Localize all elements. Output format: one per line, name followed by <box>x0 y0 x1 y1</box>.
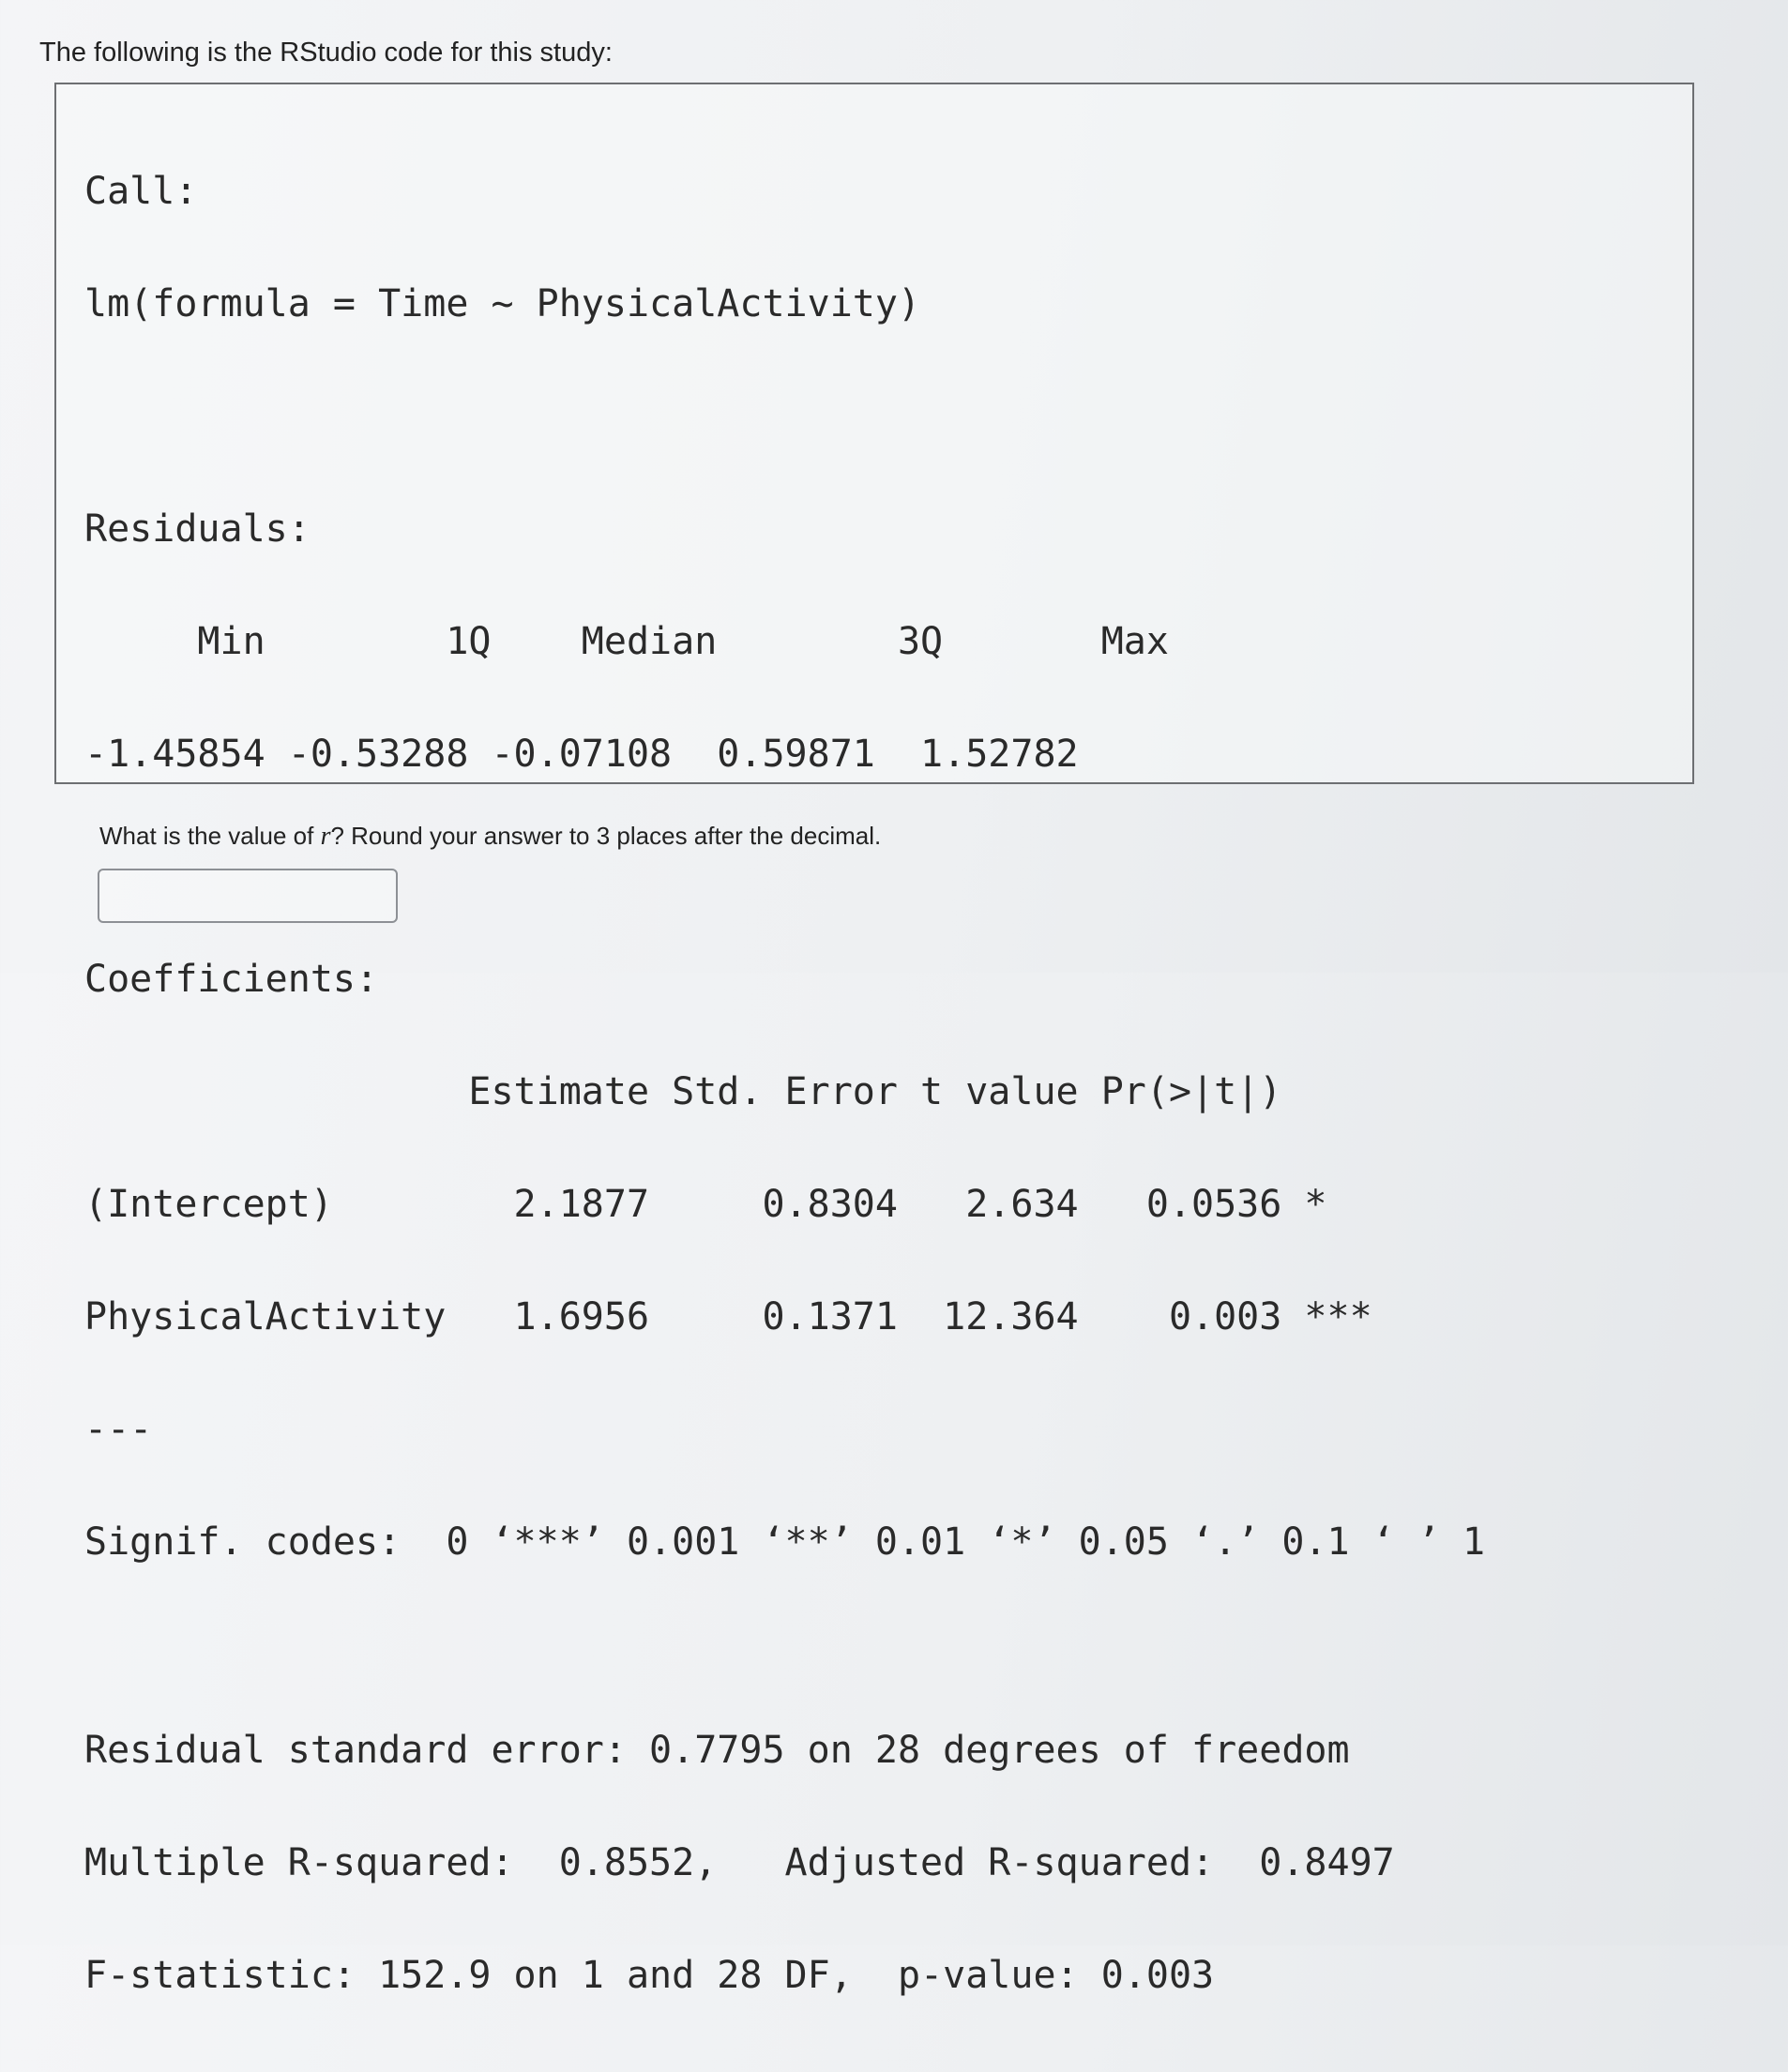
question-variable: r <box>320 822 331 851</box>
r-regression-output <box>84 98 1485 2069</box>
blank-line <box>84 1636 1485 1656</box>
separator-line: --- <box>84 1408 153 1451</box>
answer-input[interactable] <box>98 869 398 923</box>
signif-codes: Signif. codes: 0 ‘***’ 0.001 ‘**’ 0.01 ‘*’ 0.05 ‘.’ 0.1 ‘ ’ 1 <box>84 1520 1486 1564</box>
residuals-values: -1.45854 -0.53288 -0.07108 0.59871 1.52782 <box>84 733 1079 776</box>
r-squared-line: Multiple R-squared: 0.8552, Adjusted R-squared: 0.8497 <box>84 1841 1395 1884</box>
residuals-header: Min 1Q Median 3Q Max <box>84 620 1169 663</box>
residual-standard-error: Residual standard error: 0.7795 on 28 degrees of freedom <box>84 1729 1350 1772</box>
coefficients-header: Estimate Std. Error t value Pr(>|t|) <box>84 1070 1282 1113</box>
f-statistic-line: F-statistic: 152.9 on 1 and 28 DF, p-value: 0.003 <box>84 1954 1215 1997</box>
question-prefix: What is the value of <box>99 822 321 850</box>
intro-text: The following is the RStudio code for this study: <box>39 38 613 68</box>
question-text <box>99 822 881 852</box>
coefficient-row-intercept: (Intercept) 2.1877 0.8304 2.634 0.0536 * <box>84 1183 1327 1226</box>
call-label: Call: <box>84 170 198 213</box>
residuals-label: Residuals: <box>84 507 311 551</box>
call-formula: lm(formula = Time ~ PhysicalActivity) <box>84 282 921 325</box>
coefficient-row-physical-activity: PhysicalActivity 1.6956 0.1371 12.364 0.003 *** <box>84 1295 1372 1338</box>
question-suffix: ? Round your answer to 3 places after the decimal. <box>330 822 882 850</box>
coefficients-label: Coefficients: <box>84 958 379 1001</box>
blank-line <box>84 398 1485 435</box>
